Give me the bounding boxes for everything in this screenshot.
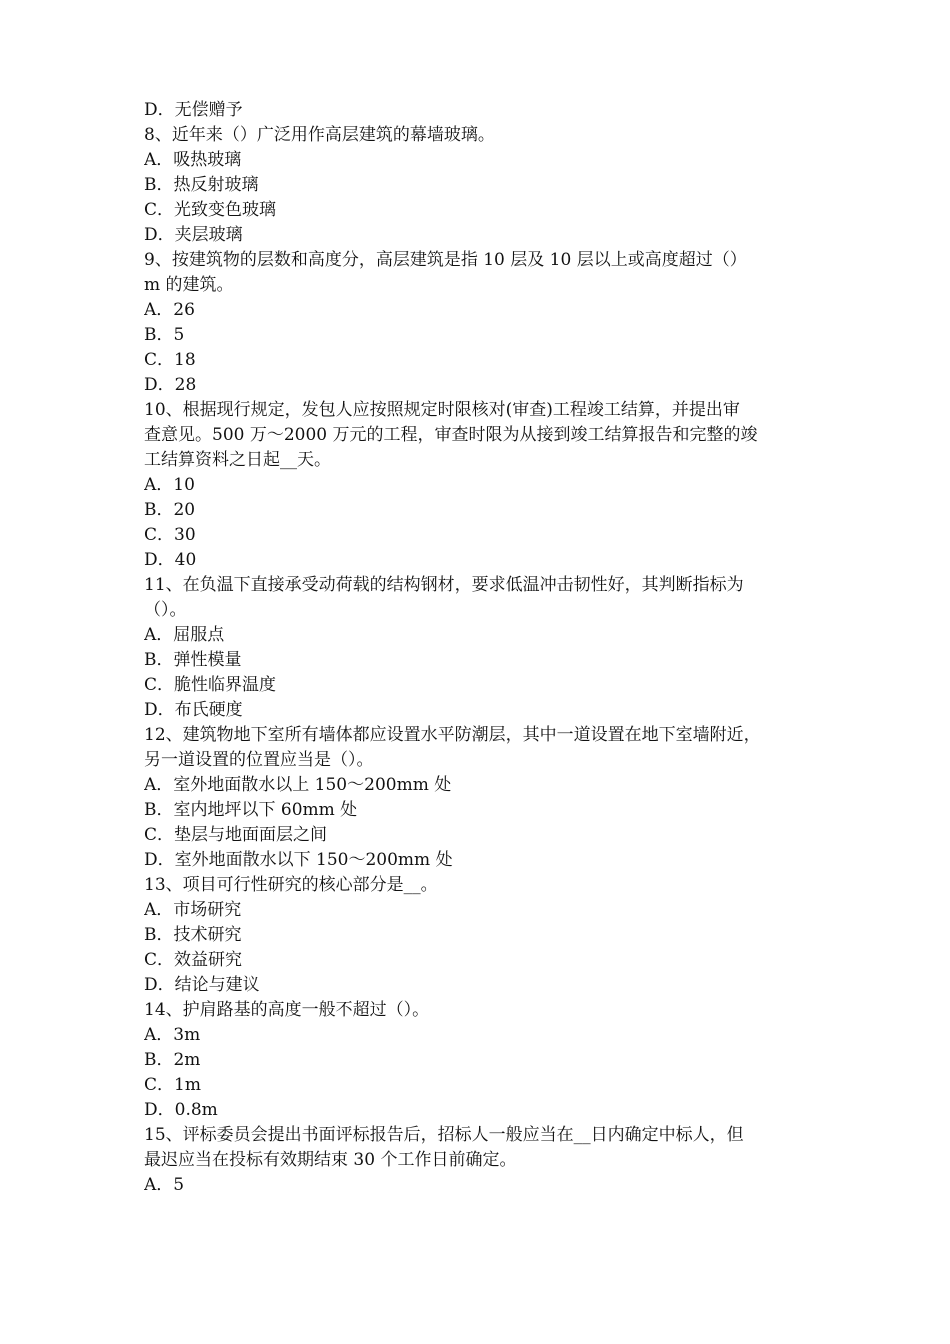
option-c: C．效益研究	[144, 950, 243, 970]
option-a: A．市场研究	[144, 900, 242, 920]
option-b: B．技术研究	[144, 925, 242, 945]
option-b: B．2m	[144, 1050, 201, 1070]
document-page	[144, 98, 812, 1198]
question-12-cont: 另一道设置的位置应当是（）。	[144, 750, 374, 770]
option-d: D．40	[144, 550, 197, 570]
question-12: 12、建筑物地下室所有墙体都应设置水平防潮层，其中一道设置在地下室墙附近，	[144, 725, 761, 745]
question-9-cont: m 的建筑。	[144, 275, 234, 295]
option-b: B．20	[144, 500, 196, 520]
option-d: D．0.8m	[144, 1100, 218, 1120]
option-a: A．5	[144, 1175, 185, 1195]
option-b: B．室内地坪以下 60mm 处	[144, 800, 358, 820]
option-b: B．热反射玻璃	[144, 175, 259, 195]
question-10-cont: 查意见。500 万～2000 万元的工程，审查时限为从接到竣工结算报告和完整的竣	[144, 425, 758, 445]
option-c: C．18	[144, 350, 196, 370]
text-line: D．无偿赠予	[144, 100, 243, 120]
option-d: D．28	[144, 375, 197, 395]
option-a: A．屈服点	[144, 625, 225, 645]
question-10: 10、根据现行规定，发包人应按照规定时限核对(审查)工程竣工结算，并提出审	[144, 400, 740, 420]
question-9: 9、按建筑物的层数和高度分，高层建筑是指 10 层及 10 层以上或高度超过（）	[144, 250, 747, 270]
question-15: 15、评标委员会提出书面评标报告后，招标人一般应当在__日内确定中标人，但	[144, 1125, 744, 1145]
option-d: D．夹层玻璃	[144, 225, 243, 245]
option-a: A．26	[144, 300, 195, 320]
option-c: C．30	[144, 525, 196, 545]
option-b: B．5	[144, 325, 185, 345]
option-a: A．吸热玻璃	[144, 150, 242, 170]
option-b: B．弹性模量	[144, 650, 242, 670]
option-d: D．结论与建议	[144, 975, 260, 995]
question-10-cont: 工结算资料之日起__天。	[144, 450, 331, 470]
option-a: A．3m	[144, 1025, 201, 1045]
option-d: D．室外地面散水以下 150～200mm 处	[144, 850, 453, 870]
option-c: C．光致变色玻璃	[144, 200, 277, 220]
question-14: 14、护肩路基的高度一般不超过（）。	[144, 1000, 430, 1020]
question-13: 13、项目可行性研究的核心部分是__。	[144, 875, 438, 895]
question-15-cont: 最迟应当在投标有效期结束 30 个工作日前确定。	[144, 1150, 517, 1170]
option-c: C．1m	[144, 1075, 201, 1095]
option-c: C．垫层与地面面层之间	[144, 825, 328, 845]
option-a: A．10	[144, 475, 195, 495]
question-8: 8、近年来（）广泛用作高层建筑的幕墙玻璃。	[144, 125, 495, 145]
option-c: C．脆性临界温度	[144, 675, 277, 695]
question-11-cont: （）。	[144, 600, 187, 620]
option-d: D．布氏硬度	[144, 700, 243, 720]
question-11: 11、在负温下直接承受动荷载的结构钢材，要求低温冲击韧性好，其判断指标为	[144, 575, 744, 595]
option-a: A．室外地面散水以上 150～200mm 处	[144, 775, 452, 795]
